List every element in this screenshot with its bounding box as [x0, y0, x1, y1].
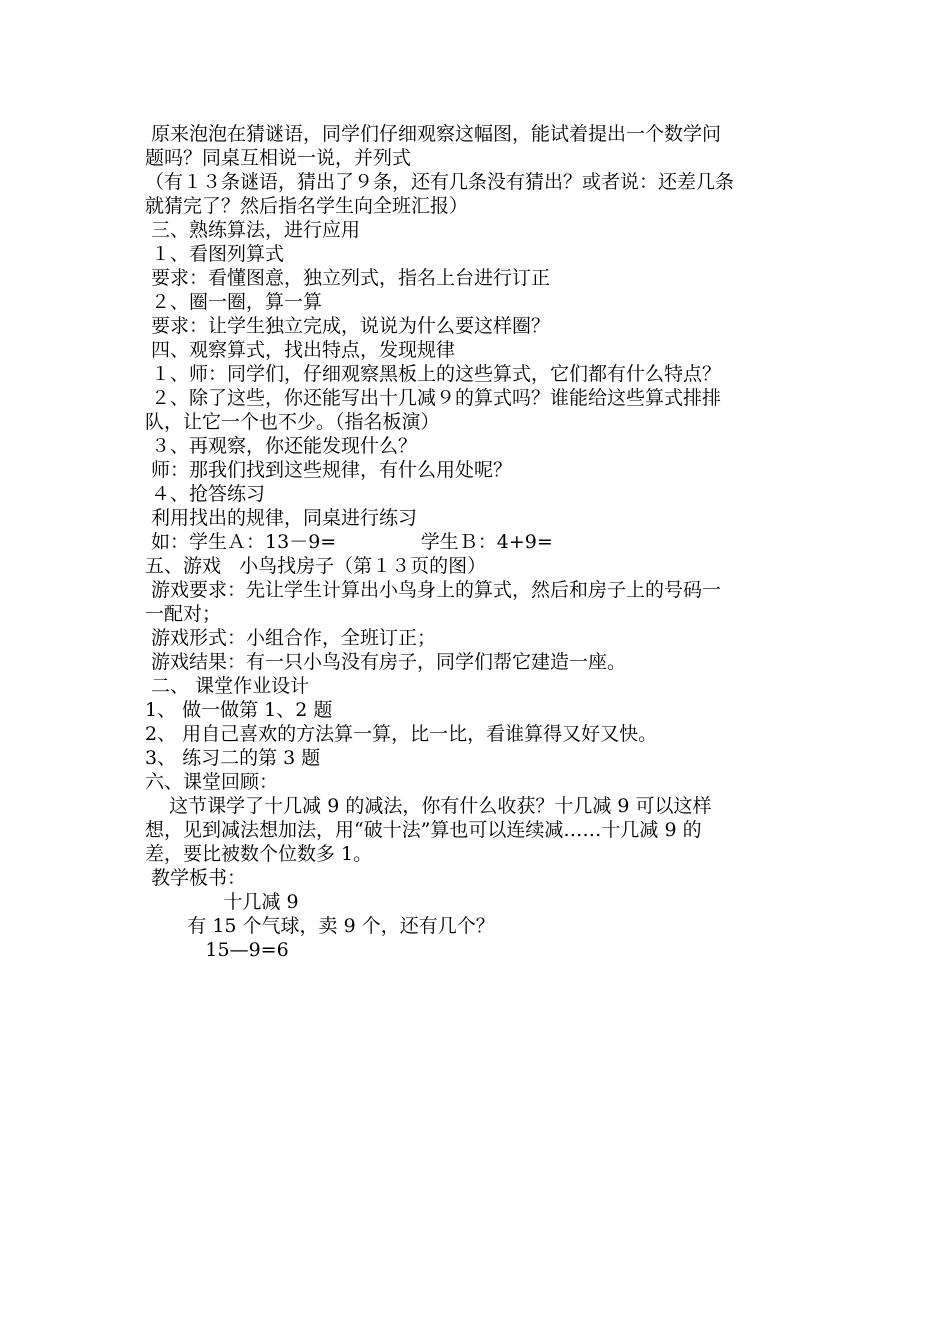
section-heading: 五、游戏 小鸟找房子（第１３页的图）	[145, 555, 487, 577]
section-heading: 六、课堂回顾：	[145, 771, 279, 793]
text-line: 原来泡泡在猜谜语，同学们仔细观察这幅图，能试着提出一个数学问	[145, 123, 722, 145]
document-body	[145, 122, 815, 962]
list-item: 1、 做一做第 1、2 题	[145, 699, 333, 721]
list-item: 2、 用自己喜欢的方法算一算，比一比，看谁算得又好又快。	[145, 723, 658, 745]
text-line: 队，让它一个也不少。（指名板演）	[145, 411, 440, 433]
text-line: 想，见到减法想加法，用“破十法”算也可以连续减……十几减 9 的	[145, 819, 702, 841]
text-line: １、师：同学们，仔细观察黑板上的这些算式，它们都有什么特点？	[145, 363, 722, 385]
section-heading: 四、观察算式，找出特点，发现规律	[145, 339, 456, 361]
text-line: （有１３条谜语，猜出了９条，还有几条没有猜出？或者说：还差几条	[145, 171, 735, 193]
text-line: 利用找出的规律，同桌进行练习	[145, 507, 418, 529]
text-line: 差，要比被数个位数多 1。	[145, 843, 373, 865]
text-line: 要求：让学生独立完成，说说为什么要这样圈？	[145, 315, 551, 337]
text-line: ２、圈一圈，算一算	[145, 291, 323, 313]
text-line: ２、除了这些，你还能写出十几减９的算式吗？谁能给这些算式排排	[145, 387, 722, 409]
text-line: 题吗？同桌互相说一说，并列式	[145, 147, 412, 169]
list-item: 3、 练习二的第 3 题	[145, 747, 321, 769]
board-question: 有 15 个气球，卖 9 个，还有几个？	[145, 915, 495, 937]
text-line: 一配对；	[145, 603, 222, 625]
section-heading: 二、 课堂作业设计	[145, 675, 310, 697]
text-line: 游戏要求：先让学生计算出小鸟身上的算式，然后和房子上的号码一	[145, 579, 722, 601]
text-line: 师：那我们找到这些规律，有什么用处呢？	[145, 459, 513, 481]
text-line: 如：学生Ａ：13－9= 学生Ｂ：4+9=	[145, 531, 553, 553]
text-line: 要求：看懂图意，独立列式，指名上台进行订正	[145, 267, 551, 289]
text-line: 游戏形式：小组合作，全班订正；	[145, 627, 437, 649]
text-line: １、看图列算式	[145, 243, 285, 265]
text-line: 就猜完了？然后指名学生向全班汇报）	[145, 195, 469, 217]
text-line: 这节课学了十几减 9 的减法，你有什么收获？十几减 9 可以这样	[145, 795, 712, 817]
text-line: ４、抢答练习	[145, 483, 266, 505]
section-heading: 三、熟练算法，进行应用	[145, 219, 361, 241]
text-line: 游戏结果：有一只小鸟没有房子，同学们帮它建造一座。	[145, 651, 627, 673]
board-equation: 15—9=6	[145, 939, 289, 961]
text-line: ３、再观察，你还能发现什么？	[145, 435, 418, 457]
text-line: 教学板书：	[145, 867, 247, 889]
board-title: 十几减 9	[145, 891, 299, 913]
